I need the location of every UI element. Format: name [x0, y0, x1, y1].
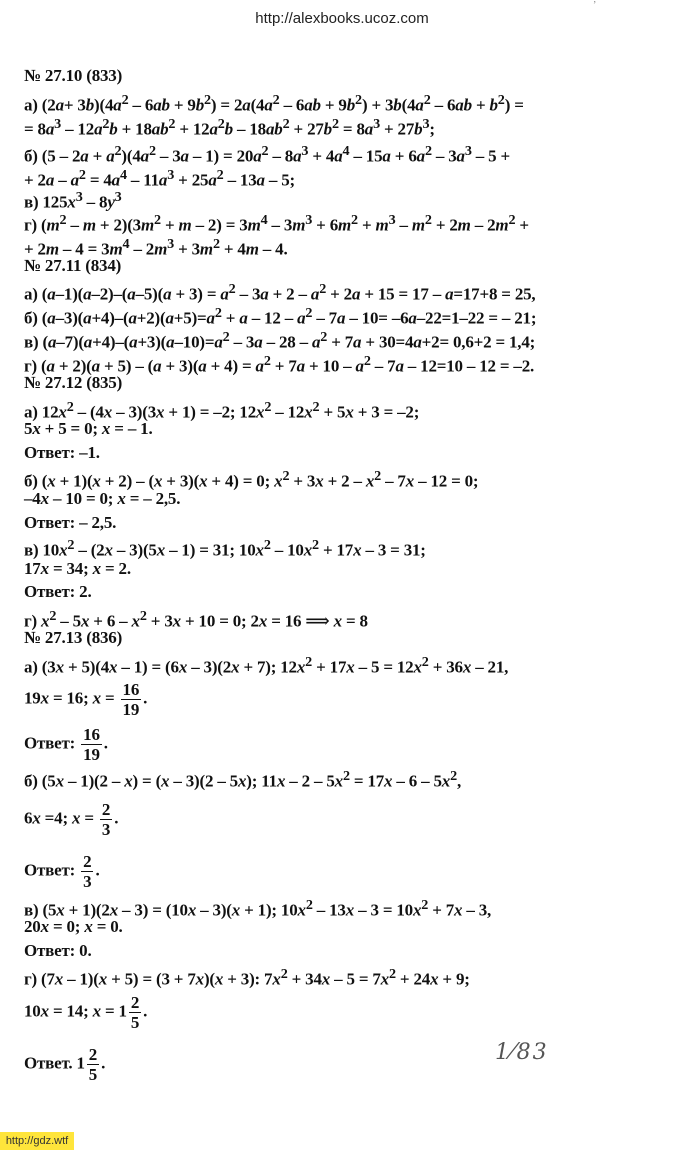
source-url[interactable]: http://alexbooks.ucoz.com — [255, 10, 429, 27]
solution-line: в) $125x^3 - 8y^3$ — [24, 189, 122, 212]
solution-line: г) (7x – 1)(x + 5) = (3 + 7x)(x + 3): $7x^2 + 34x - 5 = 7x^2 + 24x + 9$; — [24, 966, 470, 989]
solution-line: в) (5x + 1)(2x – 3) = (10x – 3)(x + 1); $10x^2 - 13x - 3 = 10x^2 + 7x - 3$, — [24, 897, 492, 920]
solution-line: б) $(a-3)(a+4)-(a+2)(a+5)=a^2 + a - 12 - a^2 - 7a - 10= -6a-22=1-22$ = – 21; — [24, 305, 537, 328]
solution-line: г) $x^2 - 5x + 6 - x^2 + 3x + 10 = 0$; 2x = 16 ⟹ x = 8 — [24, 608, 368, 631]
solution-line: 17x = 34; x = 2. — [24, 559, 131, 578]
problem-heading: № 27.11 (834) — [24, 256, 122, 275]
corner-tick: ʼ — [593, 0, 597, 11]
problem-heading: № 27.10 (833) — [24, 66, 123, 85]
solution-line: б) $(5 - 2a + a^2)(4a^2 - 3a - 1) = 20a^2 - 8a^3 + 4a^4 - 15a + 6a^2 - 3a^3 - 5$ + — [24, 143, 510, 166]
solution-line: в) $10x^2 - (2x - 3)(5x - 1) = 31$; $10x^2 - 10x^2 + 17x - 3 = 31$; — [24, 537, 426, 560]
solution-line: а) $(a-1)(a-2)-(a-5)(a + 3) = a^2 - 3a + 2 - a^2 + 2a + 15 = 17 - a=17+8 = 25$, — [24, 281, 536, 304]
solution-line: а) $12x^2 - (4x - 3)(3x + 1) = -2$; $12x^2 - 12x^2 + 5x + 3 = -2$; — [24, 399, 420, 422]
solution-line: Ответ: $\frac{2}{3}$ . — [24, 852, 100, 891]
problem-heading: № 27.12 (835) — [24, 373, 123, 392]
solution-line: Ответ: –1. — [24, 443, 100, 462]
handwritten-page-mark: 1⁄83 — [495, 1040, 549, 1065]
solution-line: Ответ: 2. — [24, 582, 92, 601]
solution-line: а) $(2a+ 3b)(4a^2 - 6ab + 9b^2) = 2a(4a^2 - 6ab + 9b^2) + 3b(4a^2 - 6ab + b^2)$ = — [24, 92, 524, 115]
problem-heading: № 27.13 (836) — [24, 628, 123, 647]
solution-line: а) (3x + 5)(4x – 1) = (6x – 3)(2x + 7); $12x^2 + 17x - 5 = 12x^2 + 36x - 21$, — [24, 654, 509, 677]
solution-line: 10x = 14; x = 1 $\frac{2}{5}$ . — [24, 993, 148, 1032]
solution-line: г) $(a + 2)(a + 5) - (a + 3)(a + 4) = a^2 + 7a + 10 - a^2 - 7a - 12=10 - 12 = -2$. — [24, 353, 535, 376]
solution-line: Ответ: $\frac{16}{19}$ . — [24, 725, 108, 764]
solution-line: Ответ. 1 $\frac{2}{5}$ . — [24, 1045, 106, 1084]
solution-line: 6x =4; x = $\frac{2}{3}$ . — [24, 800, 119, 839]
solution-line: 5x + 5 = 0; x = – 1. — [24, 419, 153, 438]
solution-line: Ответ: – 2,5. — [24, 513, 117, 532]
solution-line: б) (x + 1)(x + 2) – (x + 3)(x + 4) = 0; $x^2 + 3x + 2 - x^2 - 7x - 12 = 0$; — [24, 468, 479, 491]
solution-line: г) $(m^2 - m + 2)(3m^2 + m - 2) = 3m^4 - 3m^3 + 6m^2 + m^3 - m^2 + 2m - 2m^2$ + — [24, 212, 529, 235]
solution-line: 20x = 0; x = 0. — [24, 917, 123, 936]
solution-line: в) $(a-7)(a+4)-(a+3)(a-10)=a^2 - 3a - 28 - a^2 + 7a + 30=4a+2= 0,6+2 = 1,4$; — [24, 329, 536, 352]
solution-line: –4x – 10 = 0; x = – 2,5. — [24, 489, 181, 508]
solution-line: + $2m - 4 = 3m^4 - 2m^3 + 3m^2 + 4m - 4$. — [24, 236, 288, 259]
site-link-badge[interactable]: http://gdz.wtf — [0, 1132, 74, 1150]
solution-line: + $2a - a^2 = 4a^4 - 11a^3 + 25a^2 - 13a - 5$; — [24, 167, 296, 190]
solution-line: = $8a^3 - 12a^2b + 18ab^2 + 12a^2b - 18ab^2 + 27b^2 = 8a^3 + 27b^3$; — [24, 116, 435, 139]
solution-line: б) (5x – 1)(2 – x) = (x – 3)(2 – 5x); $11x - 2 - 5x^2 = 17x - 6 - 5x^2$, — [24, 768, 462, 791]
solution-line: Ответ: 0. — [24, 941, 92, 960]
solution-line: 19x = 16; x = $\frac{16}{19}$ . — [24, 680, 148, 719]
